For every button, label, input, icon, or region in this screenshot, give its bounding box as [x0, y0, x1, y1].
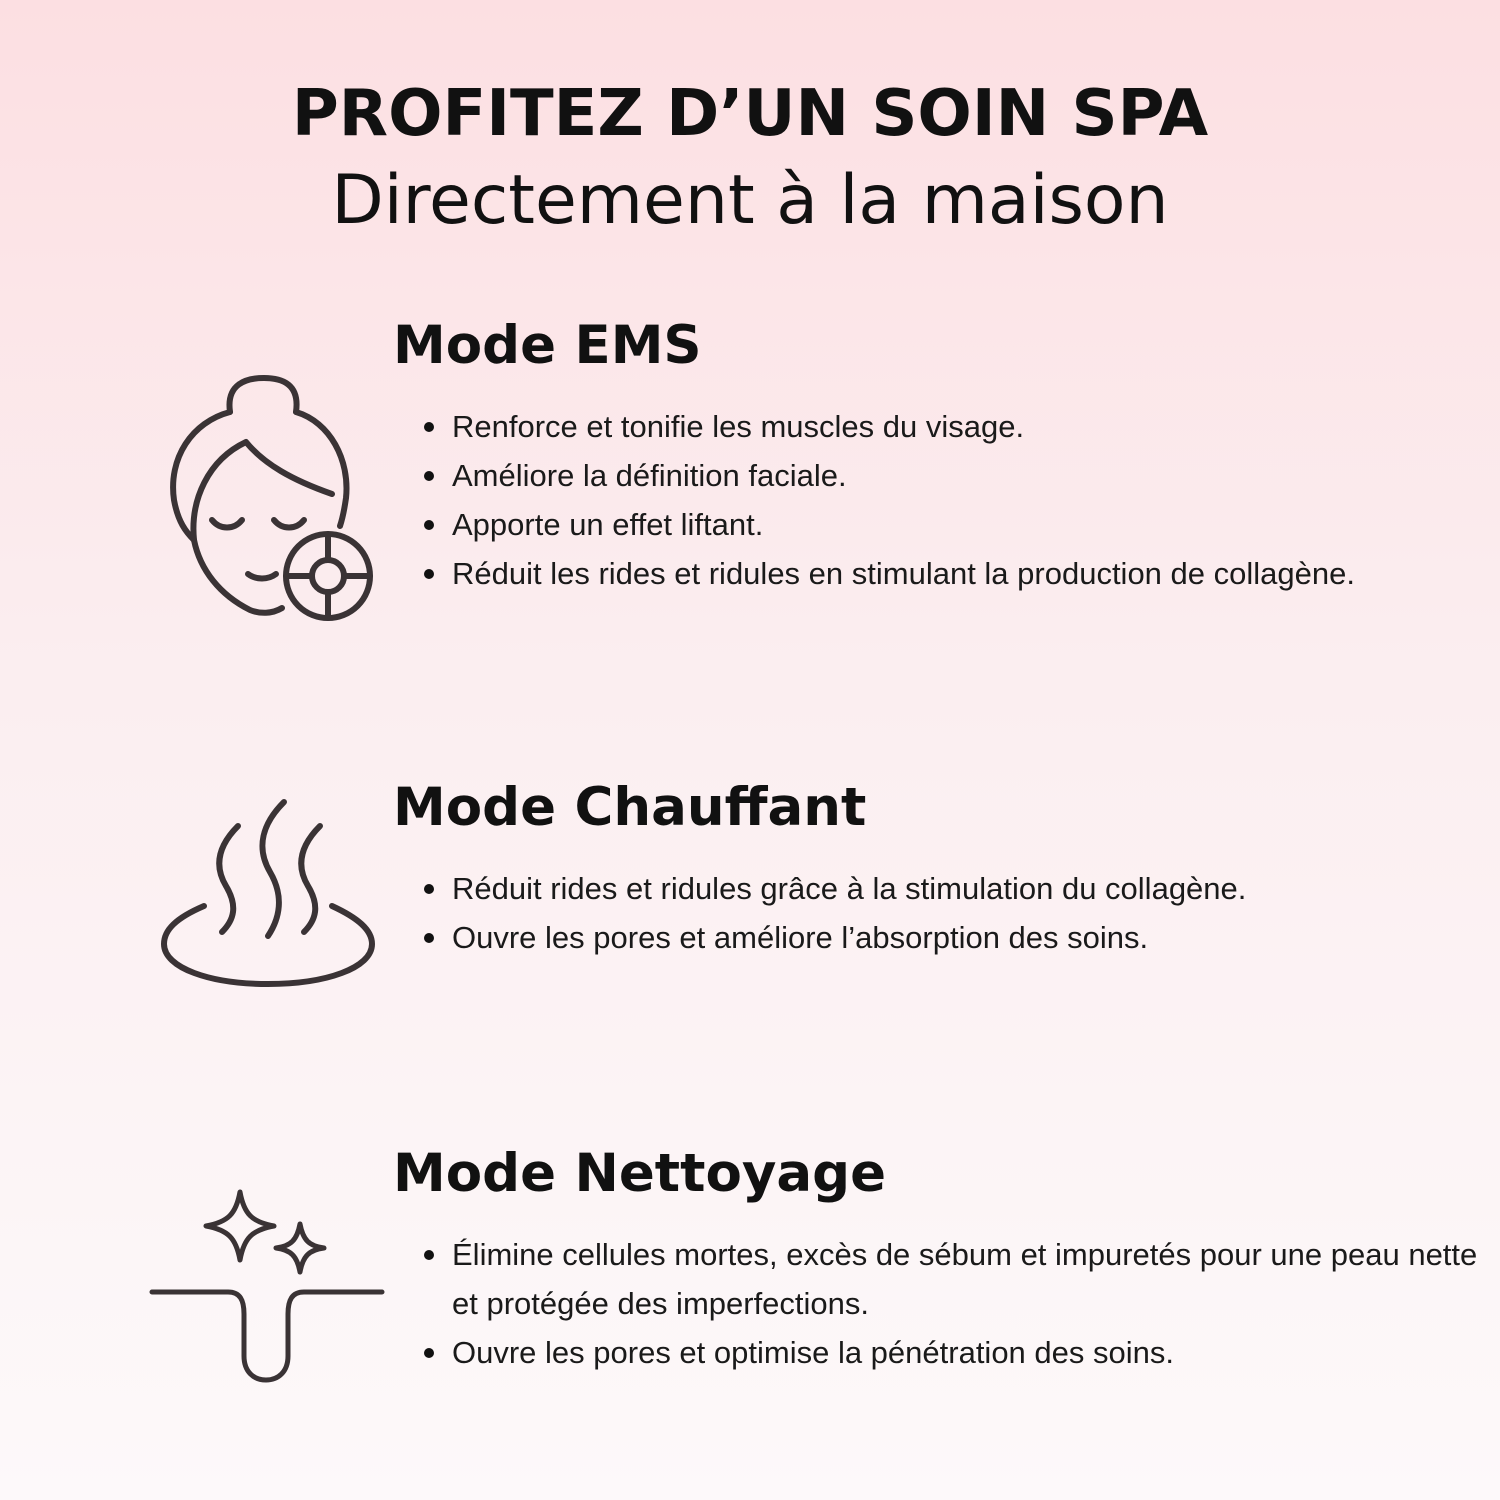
mode-ems-bullets: [420, 402, 1480, 598]
page-title: PROFITEZ D’UN SOIN SPA: [291, 77, 1209, 151]
mode-nettoyage-bullets: [420, 1230, 1480, 1377]
list-item: Ouvre les pores et optimise la pénétration des soins.: [420, 1328, 1480, 1377]
mode-nettoyage-title: Mode Nettoyage: [393, 1143, 887, 1204]
list-item: Apporte un effet liftant.: [420, 500, 1480, 549]
list-item: Ouvre les pores et améliore l’absorption des soins.: [420, 913, 1480, 962]
page-subtitle: Directement à la maison: [331, 161, 1169, 240]
list-item: Réduit les rides et ridules en stimulant la production de collagène.: [420, 549, 1480, 598]
face-spa-icon: [160, 370, 390, 630]
list-item: Réduit rides et ridules grâce à la stimulation du collagène.: [420, 864, 1480, 913]
mode-ems-title: Mode EMS: [393, 315, 702, 376]
list-item: Améliore la définition faciale.: [420, 451, 1480, 500]
heat-steam-icon: [158, 796, 378, 996]
list-item: Élimine cellules mortes, excès de sébum et impuretés pour une peau nette et protégée des imperfections.: [420, 1230, 1480, 1328]
header: [0, 72, 1500, 246]
mode-chauffant-title: Mode Chauffant: [393, 777, 867, 838]
clean-pore-sparkle-icon: [148, 1186, 388, 1386]
list-item: Renforce et tonifie les muscles du visage.: [420, 402, 1480, 451]
mode-chauffant-bullets: [420, 864, 1480, 962]
